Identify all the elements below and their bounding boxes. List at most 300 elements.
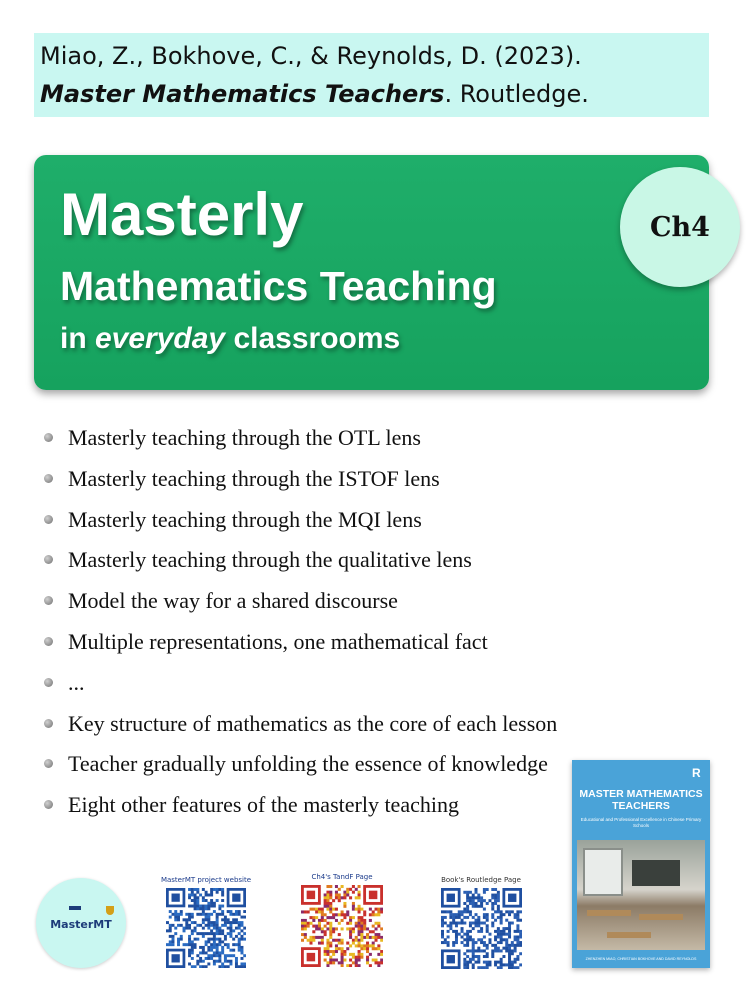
qr-module	[240, 957, 243, 960]
qr-module	[508, 924, 511, 927]
qr-module	[502, 933, 505, 936]
qr-module	[358, 933, 361, 936]
qr-module	[207, 946, 210, 949]
qr-module	[309, 916, 312, 919]
qr-module	[216, 924, 219, 927]
qr-module	[366, 959, 369, 962]
list-item-text: Masterly teaching through the OTL lens	[68, 425, 421, 450]
qr-module	[218, 943, 221, 946]
qr-module	[466, 935, 469, 938]
qr-module	[472, 963, 475, 966]
qr-module	[377, 910, 380, 913]
qr-module	[199, 907, 202, 910]
classroom-photo	[577, 840, 705, 950]
qr-module	[514, 966, 517, 969]
qr-module	[366, 947, 369, 950]
qr-module	[375, 922, 378, 925]
qr-module	[210, 943, 213, 946]
qr-module	[199, 951, 202, 954]
qr-module	[180, 938, 183, 941]
qr-module	[326, 896, 329, 899]
qr-module	[449, 927, 452, 930]
qr-module	[486, 927, 489, 930]
qr-label: Book's Routledge Page	[441, 876, 521, 884]
qr-module	[463, 944, 466, 947]
qr-module	[377, 922, 380, 925]
qr-module	[358, 959, 361, 962]
qr-module	[514, 913, 517, 916]
qr-module	[355, 959, 358, 962]
qr-module	[346, 888, 349, 891]
qr-module	[491, 924, 494, 927]
qr-project-website[interactable]	[160, 876, 252, 968]
qr-module	[358, 893, 361, 896]
qr-module	[332, 939, 335, 942]
qr-module	[355, 925, 358, 928]
qr-module	[469, 922, 472, 925]
qr-module	[301, 910, 304, 913]
qr-module	[191, 940, 194, 943]
qr-module	[185, 913, 188, 916]
qr-module	[488, 961, 491, 964]
qr-module	[441, 935, 444, 938]
qr-label: MasterMT project website	[160, 876, 252, 884]
qr-module	[199, 924, 202, 927]
qr-module	[202, 951, 205, 954]
qr-module	[221, 924, 224, 927]
qr-module	[188, 954, 191, 957]
qr-module	[480, 941, 483, 944]
qr-module	[338, 893, 341, 896]
qr-module	[172, 943, 175, 946]
qr-module	[338, 896, 341, 899]
qr-module	[511, 966, 514, 969]
qr-code-icon	[301, 885, 383, 967]
qr-module	[483, 913, 486, 916]
qr-module	[469, 949, 472, 952]
qr-module	[486, 888, 489, 891]
qr-module	[463, 933, 466, 936]
qr-module	[369, 964, 372, 967]
qr-module	[218, 907, 221, 910]
qr-module	[369, 953, 372, 956]
qr-module	[455, 922, 458, 925]
qr-module	[199, 946, 202, 949]
qr-module	[477, 919, 480, 922]
qr-module	[329, 944, 332, 947]
qr-module	[324, 947, 327, 950]
qr-module	[380, 927, 383, 930]
banner-line3-prefix: in	[60, 322, 95, 355]
qr-module	[458, 922, 461, 925]
qr-module	[301, 925, 304, 928]
qr-module	[455, 941, 458, 944]
qr-module	[301, 933, 304, 936]
qr-module	[174, 913, 177, 916]
qr-module	[375, 936, 378, 939]
qr-module	[469, 913, 472, 916]
qr-module	[318, 910, 321, 913]
qr-module	[191, 951, 194, 954]
list-item	[44, 583, 704, 624]
qr-module	[196, 907, 199, 910]
qr-module	[216, 946, 219, 949]
qr-module	[324, 925, 327, 928]
qr-module	[227, 960, 230, 963]
qr-module	[519, 910, 522, 913]
qr-module	[511, 961, 514, 964]
qr-module	[346, 913, 349, 916]
qr-module	[216, 960, 219, 963]
qr-module	[213, 943, 216, 946]
qr-module	[480, 899, 483, 902]
qr-module	[475, 961, 478, 964]
qr-module	[377, 964, 380, 967]
qr-module	[194, 907, 197, 910]
qr-module	[169, 910, 172, 913]
qr-module	[326, 927, 329, 930]
qr-module	[516, 955, 519, 958]
qr-module	[194, 899, 197, 902]
qr-module	[466, 910, 469, 913]
qr-module	[304, 910, 307, 913]
qr-module	[466, 961, 469, 964]
qr-module	[232, 938, 235, 941]
qr-module	[191, 943, 194, 946]
qr-module	[202, 910, 205, 913]
qr-module	[477, 949, 480, 952]
qr-module	[349, 896, 352, 899]
qr-module	[329, 916, 332, 919]
qr-module	[213, 938, 216, 941]
qr-module	[341, 939, 344, 942]
qr-module	[377, 961, 380, 964]
bullet-icon	[44, 637, 53, 646]
qr-module	[318, 927, 321, 930]
qr-module	[358, 908, 361, 911]
qr-module	[475, 919, 478, 922]
qr-module	[216, 913, 219, 916]
list-item	[44, 461, 704, 502]
qr-module	[205, 913, 208, 916]
qr-module	[341, 961, 344, 964]
qr-module	[477, 930, 480, 933]
qr-module	[375, 913, 378, 916]
qr-module	[221, 910, 224, 913]
qr-module	[483, 935, 486, 938]
blackboard-shape	[632, 860, 680, 886]
qr-module	[483, 891, 486, 894]
qr-module	[213, 927, 216, 930]
qr-module	[207, 932, 210, 935]
qr-module	[312, 916, 315, 919]
qr-module	[172, 924, 175, 927]
qr-module	[216, 954, 219, 957]
qr-module	[483, 961, 486, 964]
qr-module	[461, 930, 464, 933]
qr-module	[480, 949, 483, 952]
qr-module	[321, 913, 324, 916]
qr-module	[480, 896, 483, 899]
qr-routledge-page[interactable]	[441, 876, 522, 968]
qr-module	[343, 902, 346, 905]
qr-module	[463, 891, 466, 894]
qr-module	[240, 935, 243, 938]
qr-module	[486, 944, 489, 947]
qr-module	[304, 933, 307, 936]
list-item	[44, 624, 704, 665]
qr-module	[341, 896, 344, 899]
qr-module	[224, 943, 227, 946]
qr-module	[486, 955, 489, 958]
qr-module	[355, 922, 358, 925]
qr-module	[205, 957, 208, 960]
qr-module	[240, 916, 243, 919]
qr-module	[235, 960, 238, 963]
qr-module	[472, 916, 475, 919]
qr-module	[235, 927, 238, 930]
qr-module	[475, 905, 478, 908]
qr-module	[502, 927, 505, 930]
qr-module	[224, 938, 227, 941]
qr-module	[227, 965, 230, 968]
qr-module	[491, 949, 494, 952]
qr-module	[307, 939, 310, 942]
qr-module	[491, 916, 494, 919]
qr-module	[166, 921, 169, 924]
qr-module	[358, 916, 361, 919]
qr-module	[174, 916, 177, 919]
qr-module	[229, 962, 232, 965]
qr-module	[449, 922, 452, 925]
qr-module	[329, 896, 332, 899]
qr-module	[461, 910, 464, 913]
qr-module	[380, 936, 383, 939]
qr-module	[218, 951, 221, 954]
qr-module	[369, 913, 372, 916]
qr-module	[375, 939, 378, 942]
qr-module	[338, 961, 341, 964]
qr-module	[497, 905, 500, 908]
qr-finder-square	[447, 894, 455, 902]
qr-module	[449, 916, 452, 919]
qr-module	[243, 938, 246, 941]
qr-module	[207, 916, 210, 919]
qr-module	[372, 930, 375, 933]
qr-module	[366, 942, 369, 945]
qr-module	[372, 947, 375, 950]
qr-module	[188, 888, 191, 891]
qr-module	[494, 961, 497, 964]
qr-module	[191, 957, 194, 960]
qr-module	[207, 918, 210, 921]
qr-module	[441, 930, 444, 933]
qr-module	[341, 950, 344, 953]
qr-module	[475, 913, 478, 916]
qr-module	[352, 961, 355, 964]
qr-module	[315, 925, 318, 928]
qr-module	[502, 947, 505, 950]
qr-module	[324, 950, 327, 953]
qr-module	[360, 927, 363, 930]
qr-module	[216, 921, 219, 924]
qr-module	[514, 944, 517, 947]
qr-module	[188, 951, 191, 954]
qr-module	[494, 963, 497, 966]
qr-module	[491, 913, 494, 916]
qr-module	[191, 932, 194, 935]
qr-module	[205, 943, 208, 946]
qr-module	[326, 885, 329, 888]
qr-module	[475, 888, 478, 891]
qr-module	[497, 894, 500, 897]
qr-module	[329, 885, 332, 888]
qr-module	[335, 927, 338, 930]
qr-module	[497, 891, 500, 894]
qr-module	[240, 938, 243, 941]
bullet-icon	[44, 555, 53, 564]
qr-module	[352, 908, 355, 911]
qr-module	[505, 949, 508, 952]
qr-tandf-page[interactable]	[301, 873, 383, 968]
qr-module	[508, 952, 511, 955]
qr-module	[516, 966, 519, 969]
qr-module	[218, 940, 221, 943]
qr-module	[224, 960, 227, 963]
qr-module	[469, 961, 472, 964]
qr-module	[238, 921, 241, 924]
qr-module	[240, 924, 243, 927]
qr-module	[324, 930, 327, 933]
qr-module	[491, 908, 494, 911]
qr-module	[349, 930, 352, 933]
qr-module	[227, 910, 230, 913]
qr-module	[221, 918, 224, 921]
qr-module	[318, 919, 321, 922]
qr-module	[202, 905, 205, 908]
qr-module	[321, 908, 324, 911]
qr-module	[221, 951, 224, 954]
citation-authors: Miao, Z., Bokhove, C., & Reynolds, D. (2023).	[40, 42, 582, 70]
qr-module	[352, 891, 355, 894]
qr-module	[210, 888, 213, 891]
qr-module	[202, 960, 205, 963]
qr-module	[329, 930, 332, 933]
qr-module	[221, 965, 224, 968]
qr-module	[229, 921, 232, 924]
qr-module	[360, 936, 363, 939]
qr-module	[472, 947, 475, 950]
list-item	[44, 420, 704, 461]
qr-module	[216, 932, 219, 935]
qr-module	[335, 893, 338, 896]
qr-module	[488, 933, 491, 936]
qr-finder-square	[232, 894, 240, 902]
qr-module	[210, 949, 213, 952]
qr-module	[326, 916, 329, 919]
qr-module	[326, 922, 329, 925]
qr-finder-square	[508, 894, 516, 902]
qr-module	[318, 922, 321, 925]
qr-module	[352, 916, 355, 919]
book-cover[interactable]	[572, 760, 710, 968]
qr-module	[372, 959, 375, 962]
qr-module	[502, 963, 505, 966]
qr-module	[238, 924, 241, 927]
qr-module	[369, 919, 372, 922]
qr-module	[338, 899, 341, 902]
qr-module	[369, 936, 372, 939]
qr-module	[461, 913, 464, 916]
qr-module	[235, 910, 238, 913]
qr-module	[213, 921, 216, 924]
qr-module	[329, 950, 332, 953]
qr-module	[207, 924, 210, 927]
qr-module	[312, 908, 315, 911]
qr-module	[199, 957, 202, 960]
qr-module	[519, 944, 522, 947]
qr-module	[477, 966, 480, 969]
qr-module	[508, 963, 511, 966]
qr-module	[335, 939, 338, 942]
citation-book-line	[40, 75, 703, 113]
qr-module	[483, 888, 486, 891]
qr-module	[500, 933, 503, 936]
qr-module	[352, 927, 355, 930]
qr-finder-square	[369, 891, 377, 899]
qr-module	[466, 930, 469, 933]
qr-module	[366, 936, 369, 939]
qr-module	[491, 922, 494, 925]
qr-module	[218, 932, 221, 935]
qr-module	[358, 885, 361, 888]
mastermt-logo[interactable]	[36, 878, 126, 968]
qr-module	[516, 910, 519, 913]
qr-module	[341, 964, 344, 967]
qr-module	[329, 902, 332, 905]
qr-module	[491, 955, 494, 958]
qr-module	[332, 961, 335, 964]
qr-module	[315, 916, 318, 919]
qr-module	[238, 932, 241, 935]
qr-module	[243, 932, 246, 935]
qr-module	[352, 885, 355, 888]
qr-module	[329, 905, 332, 908]
qr-module	[355, 956, 358, 959]
qr-module	[332, 950, 335, 953]
qr-module	[486, 902, 489, 905]
qr-module	[349, 927, 352, 930]
qr-module	[180, 935, 183, 938]
qr-module	[505, 919, 508, 922]
qr-module	[183, 943, 186, 946]
qr-module	[441, 910, 444, 913]
qr-module	[377, 908, 380, 911]
qr-module	[332, 927, 335, 930]
qr-module	[502, 930, 505, 933]
qr-module	[240, 962, 243, 965]
qr-module	[188, 896, 191, 899]
qr-module	[210, 891, 213, 894]
qr-module	[508, 955, 511, 958]
qr-module	[205, 905, 208, 908]
qr-module	[472, 958, 475, 961]
qr-module	[355, 939, 358, 942]
banner-line3-emphasis: everyday	[95, 322, 226, 355]
qr-module	[452, 941, 455, 944]
qr-module	[309, 922, 312, 925]
qr-module	[477, 958, 480, 961]
